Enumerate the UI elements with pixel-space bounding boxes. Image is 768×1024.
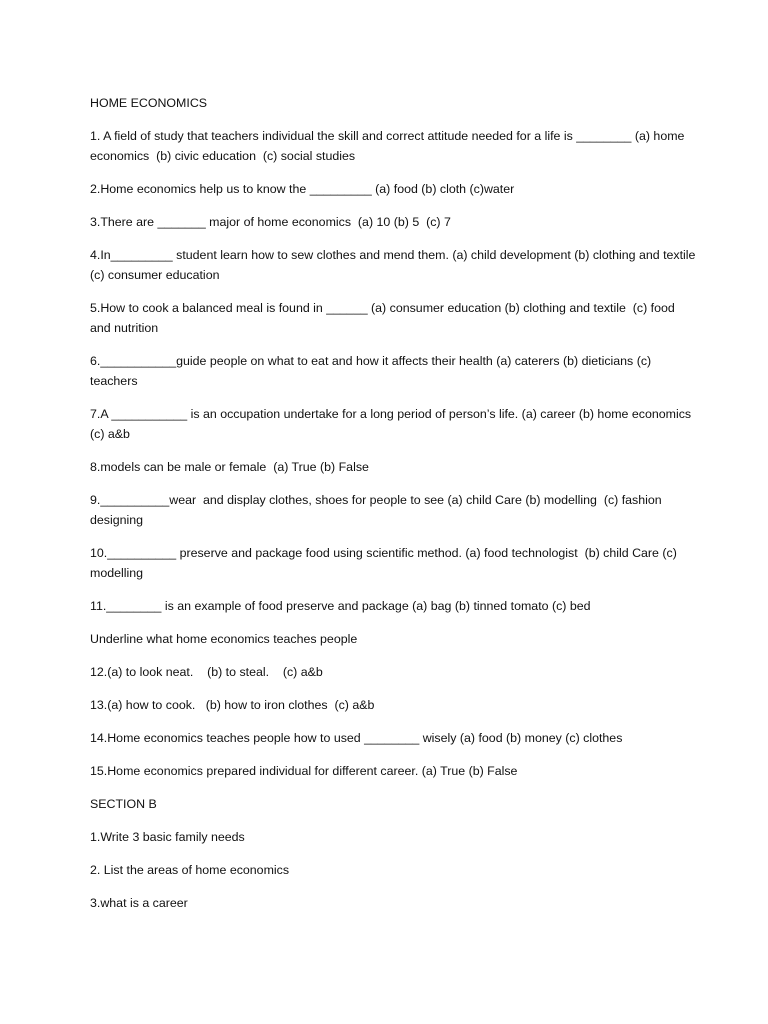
- question-13: 13.(a) how to cook. (b) how to iron clothes (c) a&b: [90, 698, 375, 712]
- document-title: HOME ECONOMICS: [90, 96, 208, 110]
- question-2: 2.Home economics help us to know the _________ (a) food (b) cloth (c)water: [90, 182, 515, 196]
- question-6: 6.___________guide people on what to eat and how it affects their health (a) caterers (b) dieticians (c) teachers: [90, 354, 655, 388]
- question-1: 1. A field of study that teachers individual the skill and correct attitude needed for a life is ________ (a) home economics (b) civic education (c) social studies: [90, 129, 688, 163]
- question-15: 15.Home economics prepared individual for different career. (a) True (b) False: [90, 764, 518, 778]
- question-8: 8.models can be male or female (a) True (b) False: [90, 460, 369, 474]
- question-3: 3.There are _______ major of home economics (a) 10 (b) 5 (c) 7: [90, 215, 451, 229]
- question-4: 4.In_________ student learn how to sew clothes and mend them. (a) child development (b) clothing and textile (c) consumer education: [90, 248, 699, 282]
- question-7: 7.A ___________ is an occupation undertake for a long period of person’s life. (a) career (b) home economics (c) a&b: [90, 407, 695, 441]
- section-b-question-1: 1.Write 3 basic family needs: [90, 830, 245, 844]
- question-5: 5.How to cook a balanced meal is found in ______ (a) consumer education (b) clothing and textile (c) food and nutrition: [90, 301, 679, 335]
- question-12: 12.(a) to look neat. (b) to steal. (c) a&b: [90, 665, 323, 679]
- question-14: 14.Home economics teaches people how to used ________ wisely (a) food (b) money (c) clothes: [90, 731, 623, 745]
- instruction-text: Underline what home economics teaches people: [90, 632, 358, 646]
- section-b-question-2: 2. List the areas of home economics: [90, 863, 290, 877]
- section-b-title: SECTION B: [90, 797, 157, 811]
- question-9: 9.__________wear and display clothes, shoes for people to see (a) child Care (b) modelling (c) fashion designing: [90, 493, 666, 527]
- section-b-question-3: 3.what is a career: [90, 896, 188, 910]
- question-10: 10.__________ preserve and package food using scientific method. (a) food technologist (b) child Care (c) modelling: [90, 546, 681, 580]
- question-11: 11.________ is an example of food preserve and package (a) bag (b) tinned tomato (c) bed: [90, 599, 591, 613]
